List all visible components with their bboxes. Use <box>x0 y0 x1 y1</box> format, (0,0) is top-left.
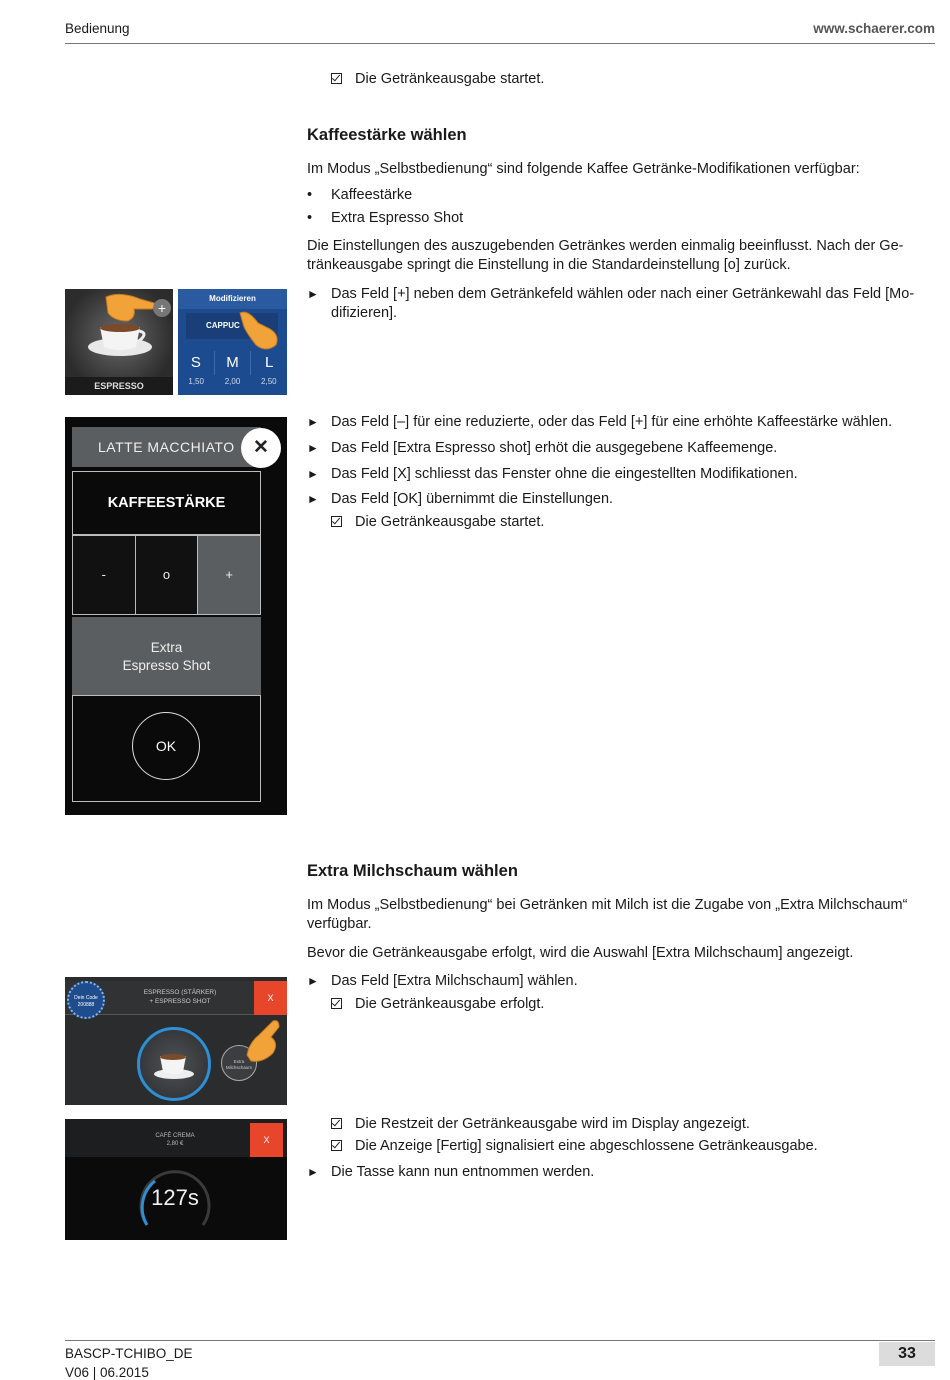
cup-button[interactable] <box>137 1027 211 1101</box>
section1-bullet-2: • Extra Espresso Shot <box>307 210 464 226</box>
section2-title: Extra Milchschaum wählen <box>307 862 518 880</box>
checkbox-icon <box>331 73 342 84</box>
arrow-right-icon: ► <box>307 287 319 301</box>
section1-result: Die Getränkeausgabe startet. <box>331 513 950 532</box>
footer-doc-info: BASCP-TCHIBO_DE V06 | 06.2015 <box>65 1346 193 1380</box>
modify-drink[interactable]: CAPPUC <box>186 313 278 339</box>
arrow-right-icon: ► <box>307 441 319 455</box>
strength-dialog <box>65 417 287 815</box>
countdown-screen <box>65 1119 287 1240</box>
section1-bullet-1: • Kaffeestärke <box>307 187 413 203</box>
milk-foam-screen <box>65 977 287 1105</box>
checkbox-icon <box>331 1140 342 1151</box>
extra-milk-foam-button[interactable]: Extra Milchschaum <box>221 1045 257 1081</box>
page-number: 33 <box>879 1342 935 1366</box>
section2-paragraph: Bevor die Getränkeausgabe erfolgt, wird die Auswahl [Extra Milchschaum] angezeigt. <box>307 945 854 961</box>
section2-result: Die Getränkeausgabe erfolgt. <box>331 995 950 1014</box>
hand-pointer-icon <box>100 289 160 329</box>
section1-title: Kaffeestärke wählen <box>307 126 467 144</box>
section2-intro: Im Modus „Selbstbedienung“ bei Getränken mit Milch ist die Zugabe von „Extra Milchschaum“ verfügbar. <box>307 897 908 932</box>
arrow-right-icon: ► <box>307 467 319 481</box>
modify-title: Modifizieren <box>178 289 287 309</box>
extra-espresso-shot-button[interactable]: Extra Espresso Shot <box>72 617 261 695</box>
ok-button[interactable]: OK <box>132 712 200 780</box>
arrow-right-icon: ► <box>307 1165 319 1179</box>
countdown-timer: 127s <box>151 1185 199 1210</box>
section2-result-2: Die Restzeit der Getränkeausgabe wird im Display angezeigt. <box>331 1115 950 1134</box>
top-result: Die Getränkeausgabe startet. <box>331 70 950 89</box>
espresso-label: ESPRESSO <box>65 377 173 395</box>
price-l: 2,50 <box>261 377 277 386</box>
arrow-right-icon: ► <box>307 415 319 429</box>
section2-step-1: ► Das Feld [Extra Milchschaum] wählen. <box>307 973 578 989</box>
price-s: 1,50 <box>188 377 204 386</box>
strength-default-button[interactable]: o <box>136 536 199 614</box>
espresso-tile[interactable] <box>65 289 173 395</box>
plus-button[interactable]: + <box>153 299 171 317</box>
close-button[interactable]: X <box>250 1123 283 1157</box>
checkbox-icon <box>331 998 342 1009</box>
header-website[interactable]: www.schaerer.com <box>813 21 935 36</box>
header-divider <box>65 43 935 44</box>
price-m: 2,00 <box>224 377 241 386</box>
checkbox-icon <box>331 1118 342 1129</box>
section1-paragraph: Die Einstellungen des auszugebenden Getränkes werden einmalig beeinflusst. Nach der Ge- tränkeausgabe springt die Einstellung in die Standardeinstellung [o] zurück. <box>307 238 904 273</box>
drink-info: ESPRESSO (STÄRKER) + ESPRESSO SHOT <box>143 989 217 1005</box>
drink-info: CAFÉ CREMA 2,80 € <box>155 1133 195 1147</box>
dialog-title: LATTE MACCHIATO <box>72 427 261 467</box>
section1-step-3: ► Das Feld [Extra Espresso shot] erhöt die ausgegebene Kaffeemenge. <box>307 440 778 456</box>
hand-pointer-icon <box>236 305 286 355</box>
close-button[interactable]: X <box>254 981 287 1015</box>
arrow-right-icon: ► <box>307 492 319 506</box>
checkbox-icon <box>331 516 342 527</box>
size-m-button[interactable]: M <box>215 351 252 375</box>
section2-final-step: ► Die Tasse kann nun entnommen werden. <box>307 1164 595 1180</box>
user-code-badge: Dein Code 200888 <box>67 981 105 1019</box>
section1-step-4: ► Das Feld [X] schliesst das Fenster ohne die eingestellten Modifikationen. <box>307 466 798 482</box>
close-icon[interactable]: ✕ <box>241 428 281 468</box>
section1-intro: Im Modus „Selbstbedienung“ sind folgende Kaffee Getränke-Modifikationen verfügbar: <box>307 161 860 177</box>
strength-label: KAFFEESTÄRKE <box>72 471 261 535</box>
arrow-right-icon: ► <box>307 974 319 988</box>
section1-step-2: ► Das Feld [–] für eine reduzierte, oder das Feld [+] für eine erhöhte Kaffeestärke wählen. <box>307 414 893 430</box>
hand-pointer-icon <box>243 1017 283 1067</box>
footer-divider <box>65 1340 935 1341</box>
header-section: Bedienung <box>65 21 130 36</box>
section1-step-5: ► Das Feld [OK] übernimmt die Einstellungen. <box>307 491 614 507</box>
strength-plus-button[interactable]: + <box>198 536 260 614</box>
modify-tile <box>178 289 287 395</box>
size-l-button[interactable]: L <box>265 354 274 371</box>
size-s-button[interactable]: S <box>178 351 215 375</box>
section1-step-1: ► Das Feld [+] neben dem Getränkefeld wählen oder nach einer Getränkewahl das Feld [Mo- difizieren]. <box>307 286 915 321</box>
section2-result-3: Die Anzeige [Fertig] signalisiert eine abgeschlossene Getränkeausgabe. <box>331 1137 950 1156</box>
strength-minus-button[interactable]: - <box>73 536 136 614</box>
